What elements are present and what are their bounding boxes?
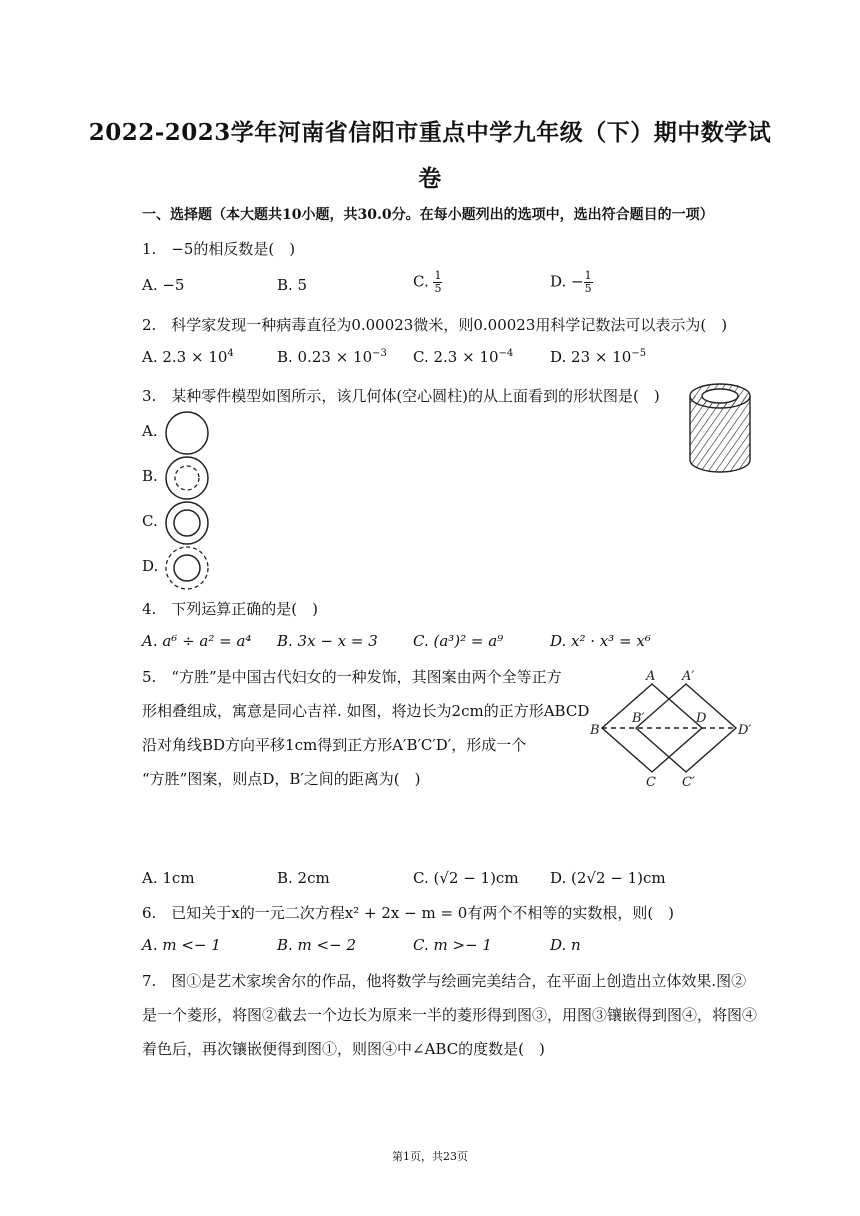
q3-option-a-label: A.: [142, 422, 158, 440]
q5-option-a: A. 1cm: [142, 869, 195, 887]
question-1-stem: 1. −5的相反数是( ): [142, 240, 296, 258]
q6-option-a: A. m <− 1: [142, 936, 221, 954]
q2-option-b-base: B. 0.23 × 10: [277, 348, 373, 366]
q1-option-c-prefix: C.: [413, 272, 434, 291]
q6-option-d: D. n: [550, 936, 581, 954]
q6-option-b: B. m <− 2: [277, 936, 356, 954]
exam-title-line2: 卷: [418, 165, 442, 192]
q2-option-a-exponent: 4: [227, 348, 234, 359]
question-7-line1: 7. 图①是艺术家埃舍尔的作品，他将数学与绘画完美结合，在平面上创造出立体效果.图②: [142, 972, 747, 990]
q2-option-b-exponent: −3: [372, 348, 387, 359]
q2-option-a-base: A. 2.3 × 10: [142, 348, 228, 366]
question-7-line2: 是一个菱形，将图②截去一个边长为原来一半的菱形得到图③，用图③镶嵌得到图④，将图④: [142, 1006, 758, 1024]
q1-option-c: [413, 270, 442, 295]
question-5-line2: 形相叠组成，寓意是同心吉祥. 如图，将边长为2cm的正方形ABCD: [142, 702, 590, 720]
question-4-stem: 4. 下列运算正确的是( ): [142, 600, 319, 618]
figure-label-D-prime: D′: [738, 723, 752, 738]
q2-option-b: [277, 348, 387, 366]
q2-option-d-exponent: −5: [631, 348, 647, 359]
figure-label-B-prime: B′: [632, 711, 645, 726]
fraction-numerator: 1: [584, 269, 592, 282]
figure-label-A-prime: A′: [682, 669, 695, 684]
question-5-line1: 5. “方胜”是中国古代妇女的一种发饰，其图案由两个全等正方: [142, 668, 562, 686]
question-6-stem: 6. 已知关于x的一元二次方程x² + 2x − m = 0有两个不相等的实数根，则( ): [142, 904, 675, 922]
fraction-denominator: 5: [584, 282, 592, 295]
q3-option-b-label: B.: [142, 467, 158, 485]
q3-option-d-label: D.: [142, 557, 159, 575]
q4-option-b: B. 3x − x = 3: [277, 632, 378, 650]
q2-option-c-base: C. 2.3 × 10: [413, 348, 499, 366]
figure-label-B: B: [590, 723, 600, 738]
q3-option-c-label: C.: [142, 512, 158, 530]
question-7-line3: 着色后，再次镶嵌便得到图①，则图④中∠ABC的度数是( ): [142, 1040, 545, 1058]
q1-option-a: A. −5: [142, 276, 185, 294]
question-2-stem: 2. 科学家发现一种病毒直径为0.00023微米，则0.00023用科学记数法可以表示为( ): [142, 316, 728, 334]
section-heading: 一、选择题（本大题共10小题，共30.0分。在每小题列出的选项中，选出符合题目的一项）: [142, 207, 714, 223]
fraction: [433, 270, 442, 295]
q2-option-c-exponent: −4: [498, 348, 514, 359]
q5-option-b: B. 2cm: [277, 869, 330, 887]
q4-option-a: A. a⁶ ÷ a² = a⁴: [142, 632, 252, 650]
q4-option-c: C. (a³)² = a⁹: [413, 632, 504, 650]
q3-option-d-dashed-outer-ring-icon: [163, 544, 211, 592]
q1-option-d: [550, 270, 593, 295]
q3-option-c-ring-icon: [163, 499, 211, 547]
q1-option-d-prefix: D. −: [550, 272, 584, 291]
question-5-line4: “方胜”图案，则点D，B′之间的距离为( ): [142, 770, 421, 788]
q5-option-c: C. (√2 − 1)cm: [413, 869, 519, 887]
figure-label-A: A: [646, 669, 656, 684]
fraction-numerator: 1: [434, 269, 442, 282]
figure-label-D: D: [696, 711, 707, 726]
figure-label-C: C: [646, 775, 656, 790]
q2-option-d: [550, 348, 646, 366]
q2-option-c: [413, 348, 513, 366]
page-footer: 第1页，共23页: [392, 1150, 468, 1163]
fangsheng-figure: [590, 664, 760, 792]
question-5-line3: 沿对角线BD方向平移1cm得到正方形A′B′C′D′，形成一个: [142, 736, 527, 754]
fraction-denominator: 5: [434, 282, 442, 295]
figure-label-C-prime: C′: [682, 775, 695, 790]
q2-option-d-base: D. 23 × 10: [550, 348, 632, 366]
q2-option-a: [142, 348, 234, 366]
fraction: [584, 270, 593, 295]
q6-option-c: C. m >− 1: [413, 936, 492, 954]
question-3-stem: 3. 某种零件模型如图所示，该几何体(空心圆柱)的从上面看到的形状图是( ): [142, 387, 660, 405]
exam-title-line1: 2022-2023学年河南省信阳市重点中学九年级（下）期中数学试: [88, 119, 772, 146]
hollow-cylinder-figure: [684, 380, 756, 476]
q4-option-d: D. x² · x³ = x⁶: [550, 632, 651, 650]
q3-option-a-circle-icon: [163, 409, 211, 457]
q1-option-b: B. 5: [277, 276, 308, 294]
q3-option-b-dashed-ring-icon: [163, 454, 211, 502]
q5-option-d: D. (2√2 − 1)cm: [550, 869, 666, 887]
